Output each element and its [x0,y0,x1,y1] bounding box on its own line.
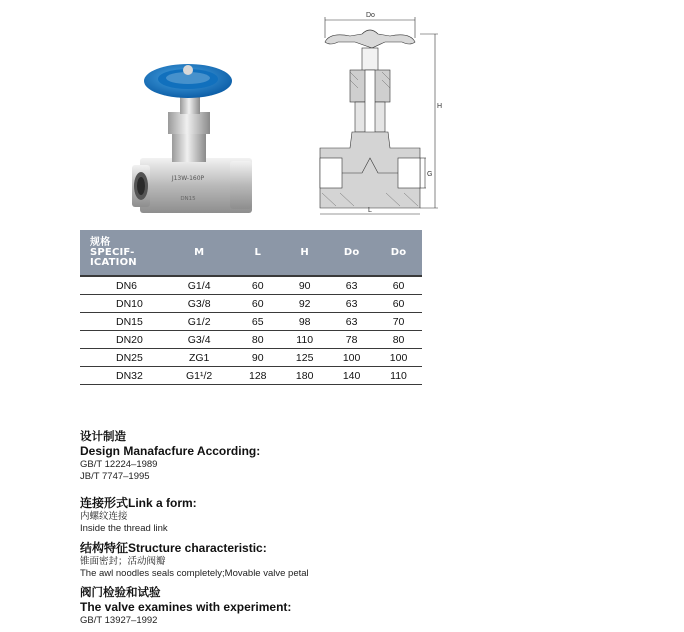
specification-table [80,230,422,385]
cell-do-1: 100 [328,349,375,367]
design-title-en: Design Manafacfure According: [80,444,261,458]
header-m: M [164,230,234,276]
cell-h: 98 [281,313,328,331]
cell-do-1: 140 [328,367,375,385]
cell-l: 60 [234,276,281,295]
cell-do-2: 110 [375,367,422,385]
link-line-en: Inside the thread link [80,523,168,534]
table-header-row [80,230,422,276]
cell-do-2: 60 [375,276,422,295]
design-standard-1: GB/T 12224–1989 [80,459,158,470]
header-spec-en-2: ICATION [90,256,137,268]
cell-m: ZG1 [164,349,234,367]
cell-do-2: 80 [375,331,422,349]
cell-dn: DN32 [80,367,164,385]
structure-line-cn: 锥面密封；活动阀瓣 [80,556,166,567]
dim-do-label: Do [366,12,375,19]
cell-l: 128 [234,367,281,385]
table-row [80,295,422,313]
header-spec-cn: 规格 [90,236,111,248]
header-do-2: Do [375,230,422,276]
cell-m: G3/8 [164,295,234,313]
cell-m: G1¹/2 [164,367,234,385]
cell-m: G3/4 [164,331,234,349]
cell-dn: DN15 [80,313,164,331]
cell-dn: DN10 [80,295,164,313]
link-line-cn: 内螺纹连接 [80,511,128,522]
photo-body-mark: J13W-160P [171,175,205,182]
cell-l: 60 [234,295,281,313]
cell-h: 180 [281,367,328,385]
cell-h: 125 [281,349,328,367]
cell-m: G1/4 [164,276,234,295]
cell-dn: DN6 [80,276,164,295]
table-row [80,331,422,349]
exam-standard: GB/T 13927–1992 [80,615,158,626]
header-l: L [234,230,281,276]
cell-dn: DN25 [80,349,164,367]
structure-section [80,541,309,580]
exam-section [80,586,291,627]
cell-do-2: 100 [375,349,422,367]
exam-title-cn: 阀门检验和试验 [80,587,161,599]
valve-section-drawing [310,8,450,220]
cell-do-1: 63 [328,313,375,331]
table-row [80,349,422,367]
design-standard-2: JB/T 7747–1995 [80,471,150,482]
structure-title: 结构特征Structure characteristic: [80,541,267,555]
dim-l-label: L [368,207,372,214]
cell-do-1: 63 [328,276,375,295]
table-row [80,313,422,331]
link-section [80,496,197,535]
cell-l: 90 [234,349,281,367]
cell-do-1: 78 [328,331,375,349]
header-do-1: Do [328,230,375,276]
header-h: H [281,230,328,276]
header-spec [80,230,164,276]
cell-h: 92 [281,295,328,313]
design-section [80,430,260,483]
design-title-cn: 设计制造 [80,431,126,443]
photo-body-size: DN15 [180,196,196,202]
cell-do-1: 63 [328,295,375,313]
cell-l: 80 [234,331,281,349]
table-row [80,367,422,385]
cell-l: 65 [234,313,281,331]
cell-m: G1/2 [164,313,234,331]
valve-photo [130,48,255,223]
cell-dn: DN20 [80,331,164,349]
exam-title-en: The valve examines with experiment: [80,600,292,614]
cell-do-2: 70 [375,313,422,331]
structure-line-en: The awl noodles seals completely;Movable valve petal [80,568,309,579]
dim-g-label: G [427,171,433,178]
cell-h: 90 [281,276,328,295]
cell-do-2: 60 [375,295,422,313]
dim-h-label: H [437,103,443,110]
table-row [80,276,422,295]
link-title: 连接形式Link a form: [80,496,197,510]
cell-h: 110 [281,331,328,349]
header-spec-en-1: SPECIF- [90,246,135,258]
